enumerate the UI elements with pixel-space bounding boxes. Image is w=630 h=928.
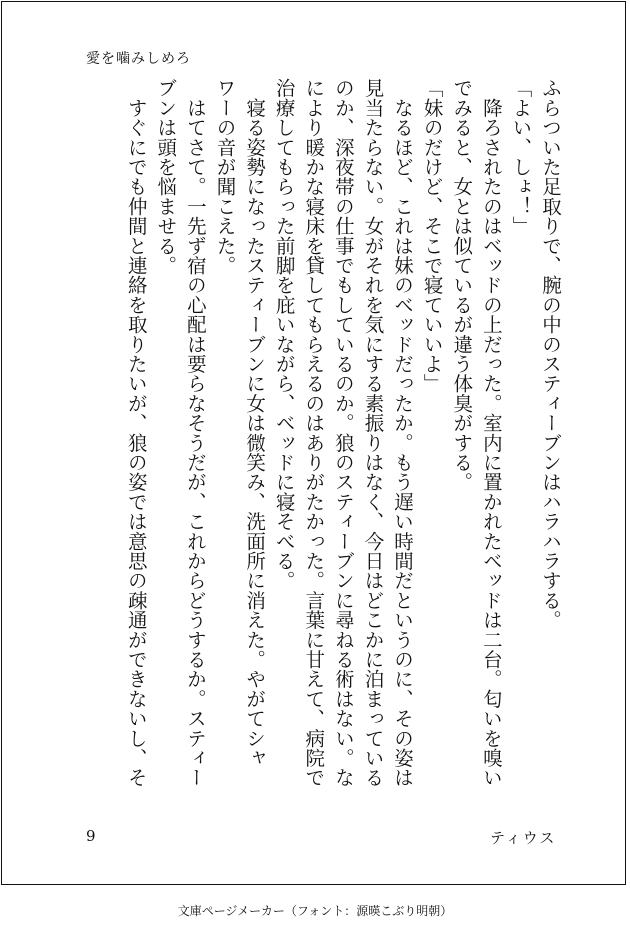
body-text [121,78,565,798]
text-line: 見当たらない。女がそれを気にする素振りはなく、今日はどこかに泊まっている [361,78,385,788]
running-title: 愛を噛みしめろ [86,51,191,67]
text-line: 「妹のだけど、そこで寝ていいよ」 [420,78,444,394]
text-line: でみると、女とは似ているが違う体臭がする。 [450,78,474,492]
text-line: ブンは頭を悩ませる。 [154,78,178,275]
page-frame [1,1,626,885]
text-line: ワーの音が聞こえた。 [213,78,237,275]
text-line: すぐにでも仲間と連絡を取りたいが、狼の姿では意思の疎通ができないし、そ [124,78,148,788]
page-number: 9 [86,827,96,845]
text-line: はてさて。一先ず宿の心配は要らなそうだが、これからどうするか。スティー [183,78,207,788]
text-line: 寝る姿勢になったスティーブンに女は微笑み、洗面所に消えた。やがてシャ [243,78,267,768]
text-line: なるほど、これは妹のベッドだったか。もう遅い時間だというのに、その姿は [391,78,415,788]
text-line: 「よい、しょ！」 [509,78,533,236]
generator-credit: 文庫ページメーカー（フォント：源暎こぶり明朝） [177,904,453,918]
text-line: 降ろされたのはベッドの上だった。室内に置かれたベッドは二台。匂いを嗅い [479,78,503,788]
running-author: ティウス [490,829,557,847]
text-line: ふらついた足取りで、腕の中のスティーブンはハラハラする。 [539,78,562,630]
text-line: 治療してもらった前脚を庇いながら、ベッドに寝そべる。 [272,78,296,591]
text-line: のか、深夜帯の仕事でもしているのか。狼のスティーブンに尋ねる術はない。な [331,78,355,788]
text-line: により暖かな寝床を貸してもらえるのはありがたかった。言葉に甘えて、病院で [302,78,326,788]
